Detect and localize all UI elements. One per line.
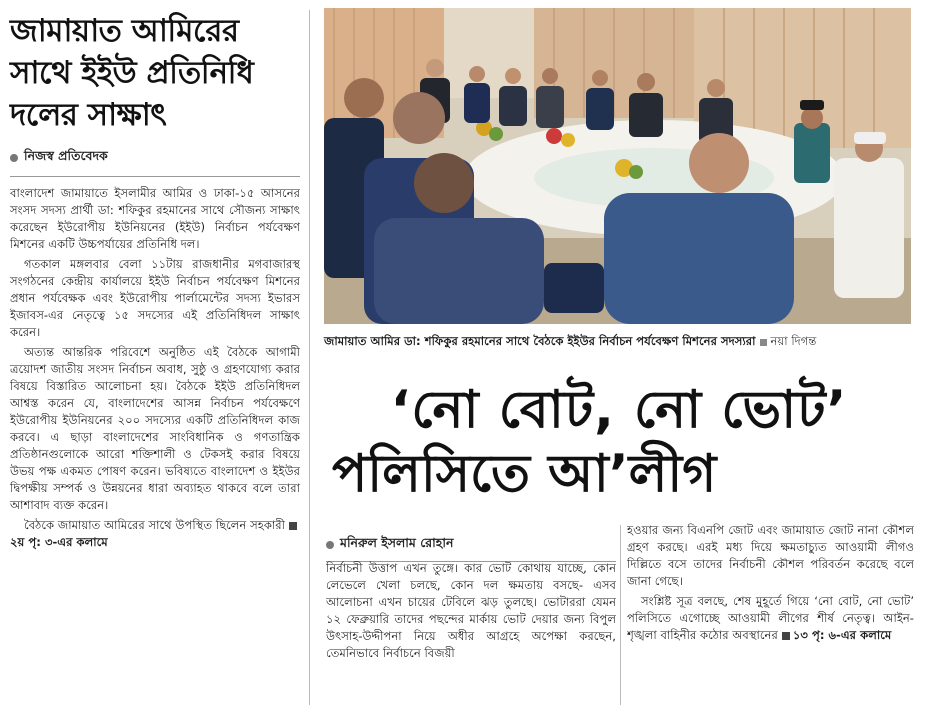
main-article-paragraph: সংশ্লিষ্ট সূত্র বলছে, শেষ মুহূর্তে গিয়ে ‘নো বোট, নো ভোট’ পলিসিতে এগোচ্ছে আওয়ামী লীগের শীর্ষ নেতৃত্ব। আইন-শৃঙ্খলা বাহিনীর কঠোর অবস্থানের ১৩ পৃ: ৬-এর কলামে: [627, 594, 914, 642]
photo-caption: জামায়াত আমির ডা: শফিকুর রহমানের সাথে বৈঠকে ইইউর নির্বাচন পর্যবেক্ষণ মিশনের সদস্যরা নয়া দিগন্ত: [324, 333, 914, 352]
left-article-continuation[interactable]: ২য় পৃ: ৩-এর কলামে: [10, 518, 300, 549]
main-article-paragraph: নির্বাচনী উত্তাপ এখন তুঙ্গে। কার ভোট কোথায় যাচ্ছে, কোন লেভেলে খেলা চলছে, কোন দল ক্ষমতায় বসছে- এসব আলোচনা এখন চায়ের টেবিলে ঝড় তুলছে। ভোটাররা যেমন ১২ ফেব্রুয়ারি তাদের পছন্দের মার্কায় ভোট দেয়ার জন্য বিপুল উৎসাহ-উদ্দীপনা নিয়ে অধীর আগ্রহে অপেক্ষা করছেন, তেমনিভাবে নির্বাচনে বিজয়ী: [326, 561, 616, 660]
main-article-continuation[interactable]: ১৩ পৃ: ৬-এর কলামে: [778, 628, 891, 642]
left-article-headline: জামায়াত আমিরের সাথে ইইউ প্রতিনিধি দলের সাক্ষাৎ: [10, 13, 254, 133]
main-column-divider: [620, 525, 621, 705]
column-divider: [309, 10, 310, 705]
left-article: [10, 10, 300, 705]
meeting-photo-illustration: [324, 8, 911, 324]
left-article-paragraph: বাংলাদেশ জামায়াতে ইসলামীর আমির ও ঢাকা-১৫ আসনের সংসদ সদস্য প্রার্থী ডা: শফিকুর রহমানের সাথে সৌজন্য সাক্ষাৎ করেছেন ইউরোপীয় ইউনিয়নের (ইইউ) নির্বাচন পর্যবেক্ষণ মিশনের একটি উচ্চপর্যায়ের প্রতিনিধি দল।: [10, 186, 300, 251]
byline-bullet-icon: [10, 154, 18, 162]
left-article-paragraph: বৈঠকে জামায়াত আমিরের সাথে উপস্থিত ছিলেন সহকারী২য় পৃ: ৩-এর কলামে: [10, 517, 300, 551]
main-article-column-1: [326, 560, 616, 700]
left-article-paragraph: গতকাল মঙ্গলবার বেলা ১১টায় রাজধানীর মগবাজারস্থ সংগঠনের কেন্দ্রীয় কার্যালয়ে ইইউ নির্বাচন পর্যবেক্ষণ মিশনের প্রধান পর্যবেক্ষক এবং ইউরোপীয় পার্লামেন্টের সদস্য ইভারস ইজাবস-এর নেতৃত্বে ১৫ সদস্যের এই প্রতিনিধিদল সাক্ষাৎ করেন।: [10, 257, 300, 339]
left-article-body: [10, 185, 300, 551]
main-article-byline: মনিরুল ইসলাম রোহান: [326, 535, 616, 555]
byline-divider: [10, 176, 300, 177]
main-article-byline-block: [326, 535, 616, 562]
meeting-photo: [324, 8, 911, 324]
left-article-paragraph: অত্যন্ত আন্তরিক পরিবেশে অনুষ্ঠিত এই বৈঠকে আগামী ত্রয়োদশ জাতীয় সংসদ নির্বাচন অবাধ, সুষ্ঠু ও গ্রহণযোগ্য করার বিষয়ে বিস্তারিত আলোচনা হয়। বৈঠকে ইইউ প্রতিনিধিদল আশ্বস্ত করেন যে, বাংলাদেশের আসন্ন নির্বাচন পর্যবেক্ষণে ইউরোপীয় ইউনিয়নের ২০০ সদস্যের একটি প্রতিনিধিদল কাজ করবে। এ ছাড়া বাংলাদেশের সাংবিধানিক ও গণতান্ত্রিক প্রতিষ্ঠানগুলোকে আরো শক্তিশালী ও টেকসই করার বিষয়ে উভয় পক্ষ একমত পোষণ করেন। ভবিষ্যতে বাংলাদেশ ও ইইউর দ্বিপক্ষীয় সম্পর্ক ও উন্নয়নের ধারা অব্যাহত থাকবে বলে তারা আশাবাদ ব্যক্ত করেন।: [10, 345, 300, 512]
main-article-paragraph: হওয়ার জন্য বিএনপি জোট এবং জামায়াত জোট নানা কৌশল গ্রহণ করছে। এরই মধ্য দিয়ে ক্ষমতাচ্যুত আওয়ামী লীগও দিল্লিতে বসে তাদের নির্বাচনী কৌশল পরিবর্তন করেছে বলে জানা গেছে।: [627, 523, 914, 588]
left-article-byline: নিজস্ব প্রতিবেদক: [10, 148, 300, 168]
source-square-icon: [760, 339, 767, 346]
byline-bullet-icon: [326, 541, 334, 549]
photo-source: নয়া দিগন্ত: [760, 333, 817, 352]
main-article-column-2: [627, 522, 914, 702]
main-article-headline: ‘নো বোট, নো ভোট’ পলিসিতে আ’লীগ: [332, 380, 848, 504]
continuation-square-icon: [782, 632, 790, 640]
continuation-square-icon: [289, 522, 297, 530]
